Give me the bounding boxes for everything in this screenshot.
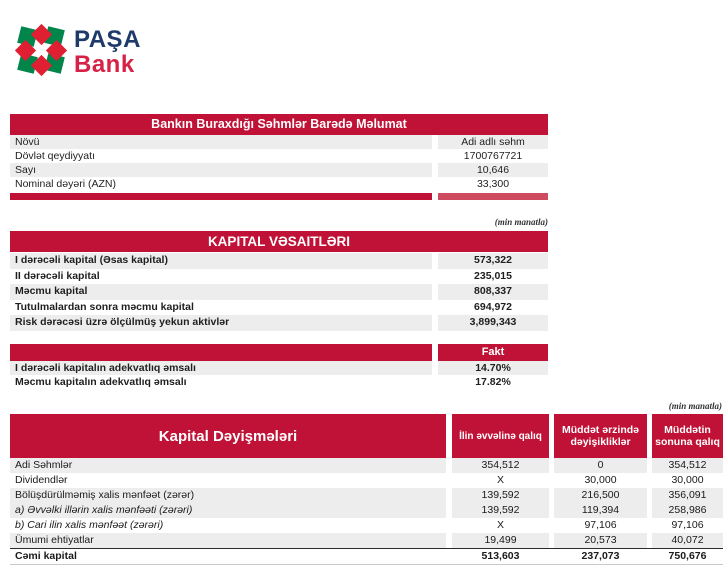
column-header-change: Müddət ərzində dəyişikliklər [554,414,647,458]
row-label: I dərəcəli kapitalın adekvatlıq əmsalı [10,361,432,375]
fakt-header-label: Fakt [438,344,548,361]
row-value-start: X [496,519,504,531]
row-label: Sayı [10,163,432,177]
shares-table-title: Bankın Buraxdığı Səhmlər Barədə Məlumat [10,114,548,135]
row-value: 808,337 [438,284,548,300]
row-label: Ümumi ehtiyatlar [10,533,446,548]
row-value: 3,899,343 [438,315,548,331]
row-value-start: 19,499 [452,533,549,548]
row-value-change: 30,000 [584,474,617,486]
row-value: 10,646 [438,163,548,177]
row-label: II dərəcəli kapital [15,269,100,282]
row-value-end: 750,676 [668,550,707,562]
row-label: Dividendlər [15,474,68,486]
row-value: 33,300 [476,178,510,190]
table-row [10,503,723,518]
units-note: (min manatla) [494,217,548,227]
row-value-change: 0 [554,458,647,473]
row-label: Risk dərəcəsi üzrə ölçülmüş yekun aktivlər [10,315,432,331]
table-row [10,269,548,285]
row-value-end: 356,091 [652,488,723,503]
row-label: I dərəcəli kapital (Əsas kapital) [10,253,432,269]
row-label: Bölüşdürülməmiş xalis mənfəət (zərər) [10,488,446,503]
table-row [10,518,723,533]
table-row [10,149,548,163]
row-value-end: 258,986 [652,503,723,518]
row-value-start: 139,592 [452,503,549,518]
table-row [10,533,723,548]
row-label: Məcmu kapital [10,284,432,300]
table-row [10,361,548,375]
table-row [10,284,548,300]
table-row [10,488,723,503]
row-label: Tutulmalardan sonra məcmu kapital [15,300,194,313]
row-value: Adi adlı səhm [438,135,548,149]
row-label: Adi Səhmlər [10,458,446,473]
table-row [10,177,548,191]
row-value: 1700767721 [463,150,523,162]
column-header-end: Müddətin sonuna qalıq [652,414,723,458]
table-row [10,473,723,488]
table-row [10,458,723,473]
column-header-start: İlin əvvəlinə qalıq [452,414,549,458]
row-value: 17.82% [475,376,511,388]
row-value: 573,322 [438,253,548,269]
table-row [10,163,548,177]
table-row [10,375,548,389]
row-value-start: 513,603 [481,550,520,562]
row-value-change: 119,394 [554,503,647,518]
row-label: Cəmi kapital [15,550,77,562]
table-row [10,315,548,331]
row-value: 694,972 [474,300,512,313]
row-label: Nominal dəyəri (AZN) [15,178,116,190]
row-value-end: 354,512 [652,458,723,473]
changes-header-row [10,414,723,458]
row-value-start: 139,592 [452,488,549,503]
row-value-end: 30,000 [671,474,704,486]
row-value-change: 97,106 [584,519,617,531]
table-row [10,253,548,269]
row-value-change: 216,500 [554,488,647,503]
logo-wordmark [74,27,141,77]
changes-table [10,414,723,565]
row-label: b) Cari ilin xalis mənfəət (zərəri) [15,519,164,531]
row-value-start: 354,512 [452,458,549,473]
logo-word-pasha: PAŞA [74,26,141,53]
changes-table-title: Kapital Dəyişmələri [10,414,446,458]
row-value-end: 40,072 [652,533,723,548]
capital-table [10,231,548,331]
units-note: (min manatla) [668,401,722,411]
table-row [10,300,548,316]
table-footer-bar [10,193,548,200]
row-value-change: 20,573 [554,533,647,548]
row-value: 14.70% [438,361,548,375]
row-label: Növü [10,135,432,149]
pinwheel-logo-icon [17,26,65,74]
row-label: a) Əvvəlki illərin xalis mənfəəti (zərəri) [10,503,446,518]
table-row [10,135,548,149]
adequacy-header-row [10,344,548,361]
table-row-total [10,548,723,565]
shares-table [10,114,548,200]
row-label: Məcmu kapitalın adekvatlıq əmsalı [15,376,187,388]
row-label: Dövlət qeydiyyatı [15,150,95,162]
row-value-end: 97,106 [671,519,704,531]
row-value-change: 237,073 [581,550,620,562]
adequacy-table [10,344,548,389]
capital-table-title: KAPITAL VƏSAITLƏRI [10,231,548,252]
row-value-start: X [496,474,504,486]
logo-word-bank: Bank [74,51,135,78]
row-value: 235,015 [474,269,512,282]
